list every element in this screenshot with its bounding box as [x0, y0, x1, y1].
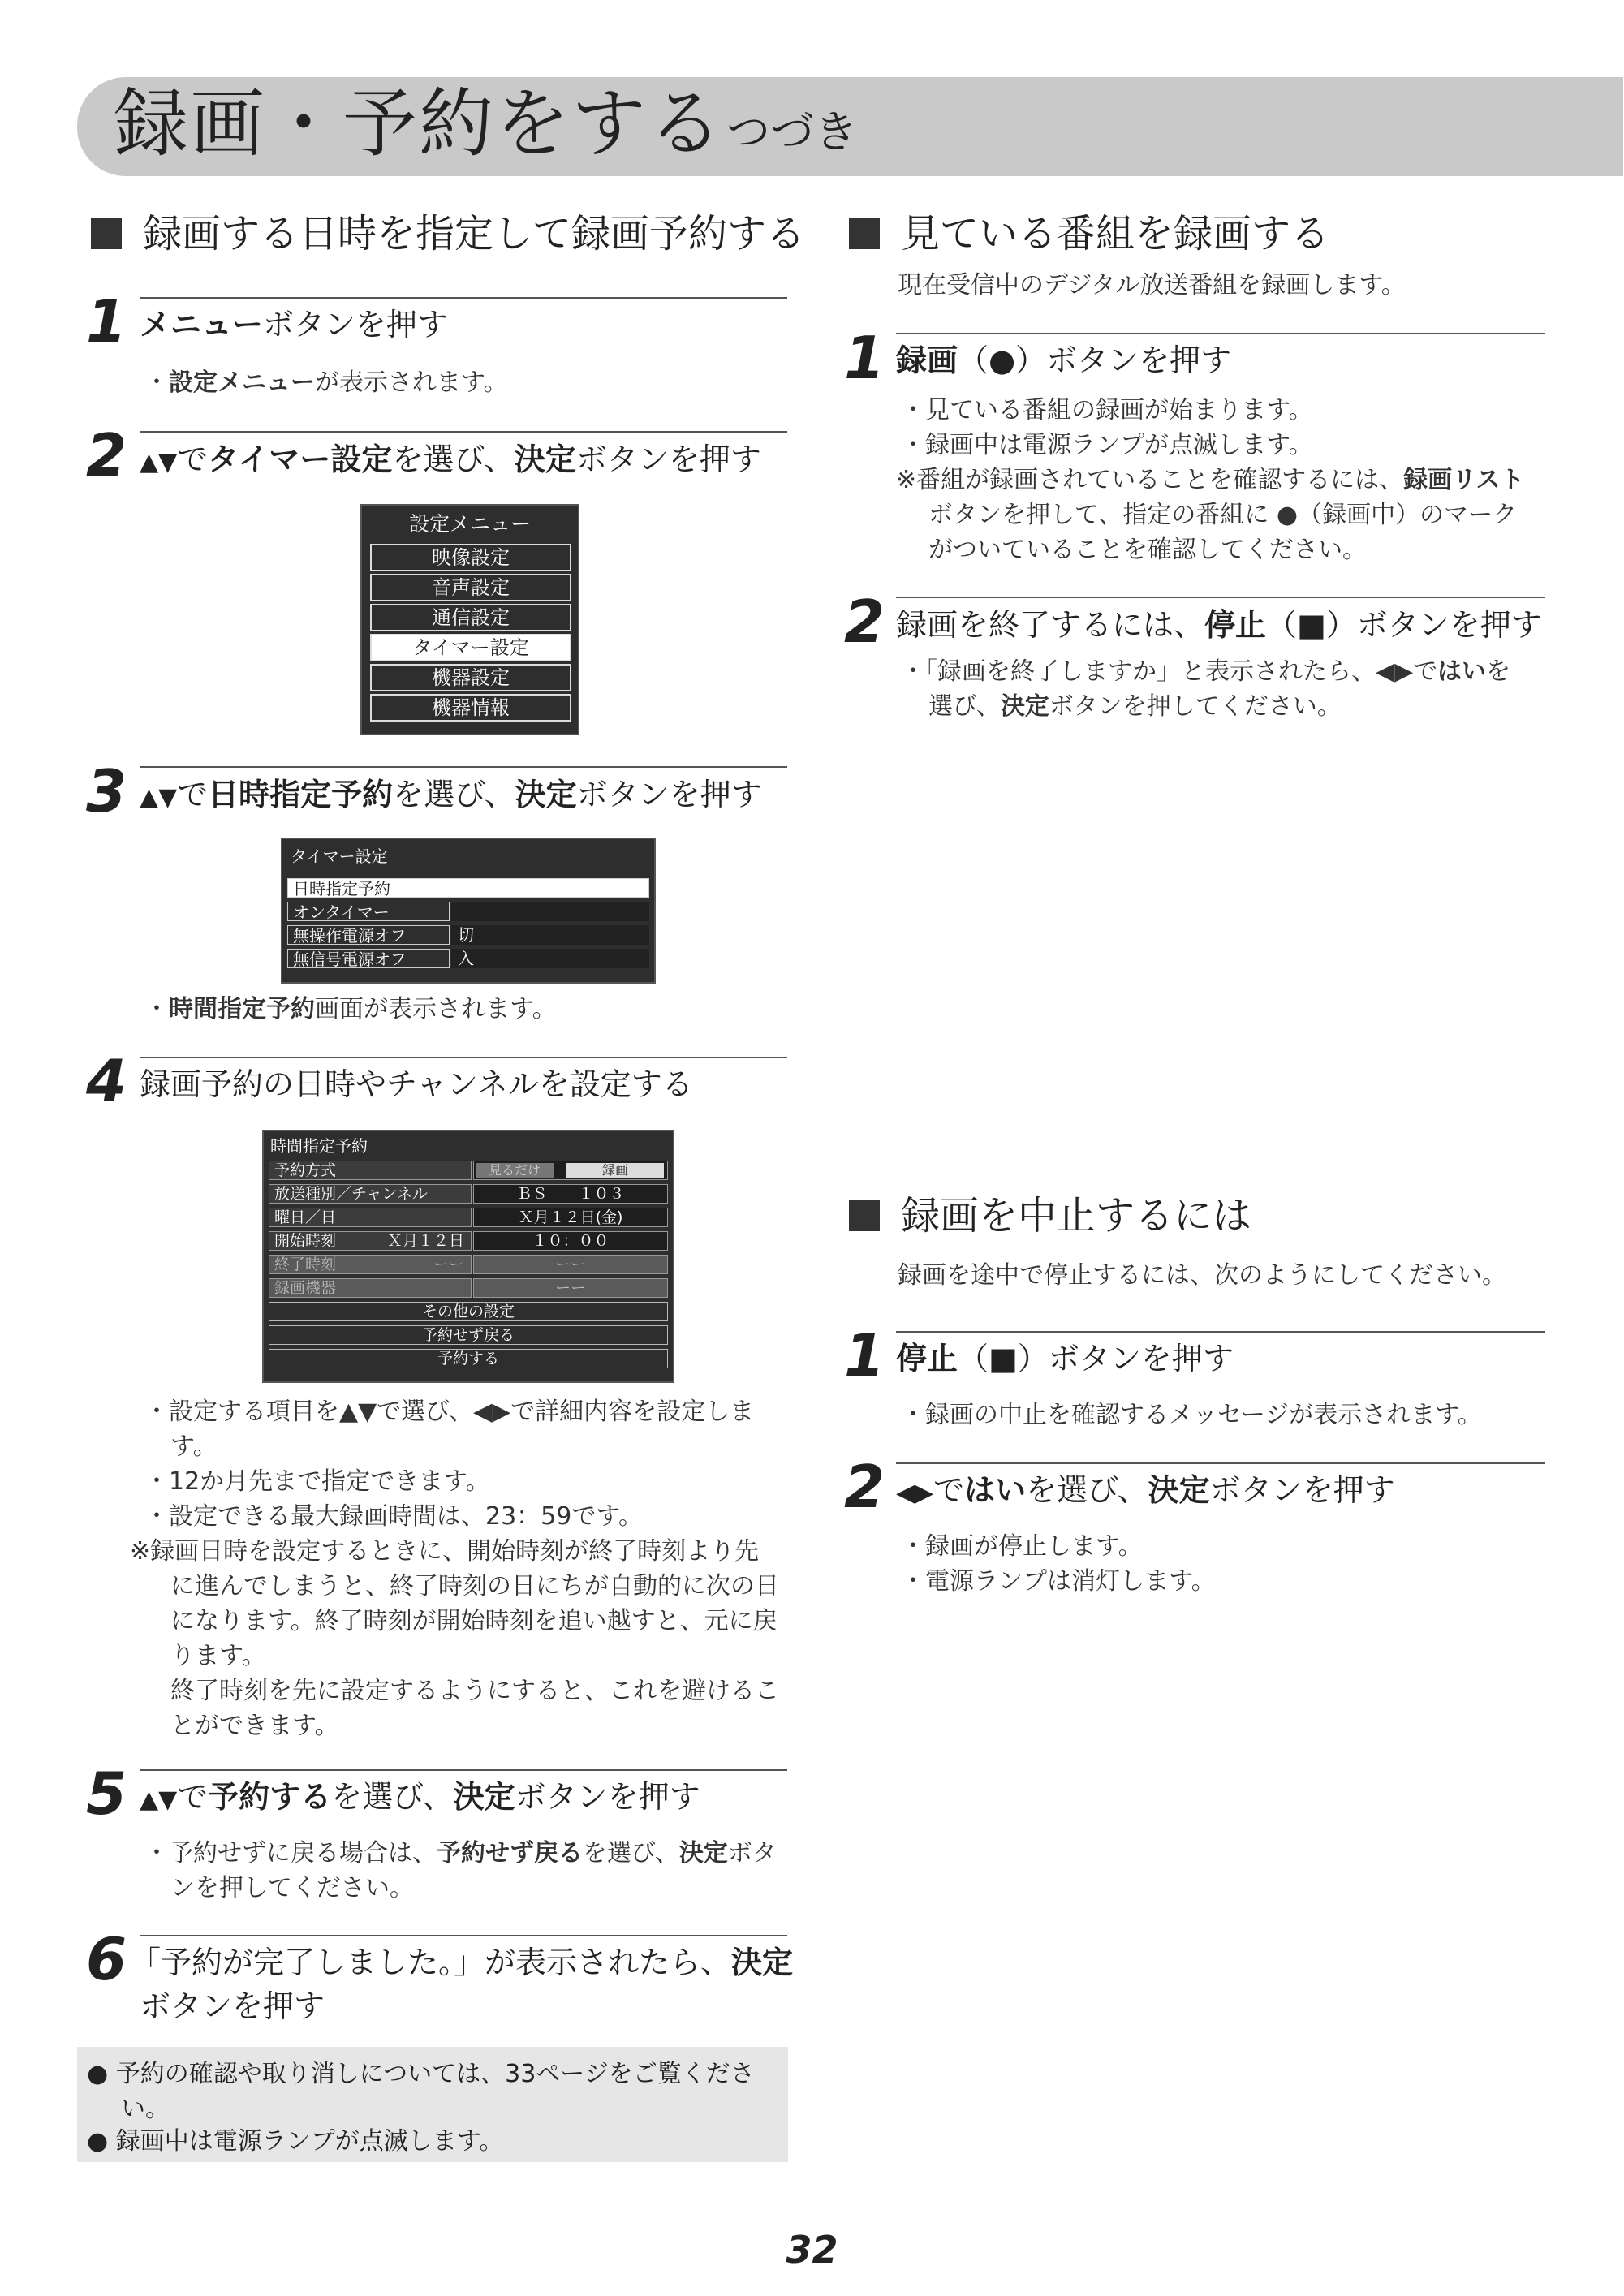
up-down-arrows-icon: ▲▼	[339, 1398, 377, 1426]
record-step-2-text: 録画を終了するには、停止（■）ボタンを押す	[896, 607, 1542, 643]
step-number: 3	[86, 757, 127, 825]
info-line-cont: い。	[121, 2095, 170, 2123]
step-4-text: 録画予約の日時やチャンネルを設定する	[140, 1066, 693, 1102]
section-intro: 録画を途中で停止するには、次のようにしてください。	[898, 1261, 1506, 1290]
step-5-note: ・予約せずに戻る場合は、予約せず戻るを選び、決定ボタ	[144, 1839, 777, 1867]
step-number: 4	[86, 1047, 127, 1115]
menu-button: その他の設定	[269, 1302, 668, 1321]
step-6-text: 「予約が完了しました。」が表示されたら、決定	[130, 1945, 794, 1980]
step-4-caution-line: に進んでしまうと、終了時刻の日にちが自動的に次の日	[170, 1572, 779, 1600]
menu-row: オンタイマー	[287, 902, 649, 923]
stop-step-1-note: ・録画の中止を確認するメッセージが表示されます。	[901, 1401, 1482, 1429]
menu-item: 機器設定	[370, 664, 571, 691]
record-step-2-note-cont: 選び、決定ボタンを押してください。	[928, 692, 1342, 721]
menu-title: タイマー設定	[291, 846, 388, 866]
menu-item-selected: タイマー設定	[370, 634, 571, 661]
section-heading-record-now: 見ている番組を録画する	[849, 208, 1329, 260]
step-4-caution-line: 終了時刻を先に設定するようにすると、これを避けるこ	[170, 1677, 779, 1705]
left-right-arrows-icon: ◀▶	[472, 1398, 511, 1426]
menu-item: 映像設定	[370, 544, 571, 571]
step-number: 2	[844, 1453, 885, 1521]
step-4-caution-line: になります。終了時刻が開始時刻を追い越すと、元に戻	[170, 1607, 778, 1635]
step-number: 5	[86, 1760, 127, 1828]
step-1-text: メニューボタンを押す	[140, 307, 449, 342]
step-4-note: ・設定できる最大録画時間は、23：59です。	[144, 1502, 643, 1531]
menu-item: 機器情報	[370, 694, 571, 722]
step-6-text-cont: ボタンを押す	[140, 1988, 325, 2024]
up-down-arrows-icon: ▲▼	[140, 1786, 178, 1814]
step-number: 6	[86, 1925, 127, 1993]
menu-row-disabled: 終了時刻 ーー ーー	[269, 1255, 668, 1274]
record-step-1-caution: ※番組が録画されていることを確認するには、録画リスト	[896, 466, 1525, 494]
menu-button: 予約せず戻る	[269, 1325, 668, 1345]
step-1-note: ・設定メニューが表示されます。	[144, 368, 508, 397]
step-divider	[140, 431, 787, 433]
info-line: ● 録画中は電源ランプが点滅します。	[87, 2127, 504, 2156]
record-step-1-note: ・見ている番組の録画が始まります。	[901, 396, 1313, 424]
step-divider	[896, 597, 1545, 598]
step-divider	[896, 1331, 1545, 1333]
step-4-note: ・設定する項目を▲▼で選び、◀▶で詳細内容を設定しま	[144, 1398, 755, 1426]
info-box	[77, 2047, 788, 2162]
stop-step-2-text: ◀▶ではいを選び、決定ボタンを押す	[896, 1472, 1395, 1508]
step-divider	[140, 1769, 787, 1771]
menu-row: 曜日／日 Ｘ月１２日(金)	[269, 1208, 668, 1227]
menu-button: 予約する	[269, 1349, 668, 1368]
step-4-note: ・12か月先まで指定できます。	[144, 1467, 490, 1496]
up-down-arrows-icon: ▲▼	[140, 448, 178, 476]
menu-item: 音声設定	[370, 574, 571, 601]
left-right-arrows-icon: ◀▶	[1376, 657, 1414, 686]
menu-title: 時間指定予約	[270, 1136, 368, 1156]
info-line: ● 予約の確認や取り消しについては、33ページをご覧くださ	[87, 2060, 755, 2088]
step-4-caution: ※録画日時を設定するときに、開始時刻が終了時刻より先	[130, 1537, 760, 1566]
step-4-note-cont: す。	[170, 1432, 218, 1461]
left-right-arrows-icon: ◀▶	[896, 1479, 934, 1507]
record-step-1-text: 録画（●）ボタンを押す	[896, 342, 1232, 378]
step-number: 2	[844, 588, 885, 656]
stop-step-2-note: ・電源ランプは消灯します。	[901, 1567, 1216, 1596]
square-icon	[849, 1200, 880, 1231]
settings-menu-screen	[360, 504, 579, 735]
step-4-caution-line: ります。	[170, 1642, 266, 1670]
section-heading-scheduled: 録画する日時を指定して録画予約する	[91, 208, 805, 260]
step-5-text: ▲▼で予約するを選び、決定ボタンを押す	[140, 1779, 700, 1815]
stop-step-2-note: ・録画が停止します。	[901, 1532, 1143, 1561]
record-step-2-note: ・「録画を終了しますか」と表示されたら、◀▶ではいを	[901, 657, 1511, 686]
section-intro: 現在受信中のデジタル放送番組を録画します。	[898, 271, 1406, 299]
menu-row: 無操作電源オフ 切	[287, 925, 649, 946]
step-divider	[140, 1935, 787, 1936]
square-icon	[849, 218, 880, 249]
section-heading-stop-recording: 録画を中止するには	[849, 1190, 1251, 1242]
step-3-note: ・時間指定予約画面が表示されます。	[144, 995, 557, 1023]
record-step-1-caution-line: ボタンを押して、指定の番組に ●（録画中）のマーク	[928, 501, 1518, 529]
menu-item: 通信設定	[370, 604, 571, 631]
menu-row: 放送種別／チャンネル ＢＳ １０３	[269, 1184, 668, 1204]
step-number: 1	[86, 287, 127, 355]
square-icon	[91, 218, 122, 249]
step-divider	[140, 297, 787, 299]
step-divider	[140, 766, 787, 768]
step-number: 1	[844, 1321, 885, 1389]
timer-settings-screen	[281, 838, 656, 984]
page-subtitle: つづき	[726, 106, 858, 157]
step-number: 2	[86, 421, 127, 489]
menu-row: 無信号電源オフ 入	[287, 949, 649, 970]
menu-row-disabled: 録画機器 ーー	[269, 1278, 668, 1298]
step-divider	[896, 1462, 1545, 1464]
step-number: 1	[844, 324, 885, 392]
step-4-caution-line: とができます。	[170, 1712, 339, 1740]
record-step-1-note: ・録画中は電源ランプが点滅します。	[901, 431, 1313, 459]
up-down-arrows-icon: ▲▼	[140, 783, 178, 812]
timed-reservation-screen	[262, 1130, 674, 1383]
step-2-text: ▲▼でタイマー設定を選び、決定ボタンを押す	[140, 442, 761, 477]
page-title: 録画・予約をする	[114, 80, 725, 167]
step-divider	[140, 1057, 787, 1058]
record-step-1-caution-line: がついていることを確認してください。	[928, 536, 1367, 564]
step-divider	[896, 333, 1545, 334]
menu-row-selected: 日時指定予約	[287, 878, 649, 899]
step-5-note-cont: ンを押してください。	[170, 1874, 414, 1902]
page-number: 32	[786, 2228, 838, 2272]
menu-title: 設定メニュー	[408, 512, 531, 536]
stop-step-1-text: 停止（■）ボタンを押す	[896, 1341, 1234, 1376]
step-3-text: ▲▼で日時指定予約を選び、決定ボタンを押す	[140, 777, 762, 812]
menu-row: 予約方式 見るだけ 録画	[269, 1161, 668, 1180]
menu-row: 開始時刻 Ｘ月１２日 １０：００	[269, 1231, 668, 1251]
